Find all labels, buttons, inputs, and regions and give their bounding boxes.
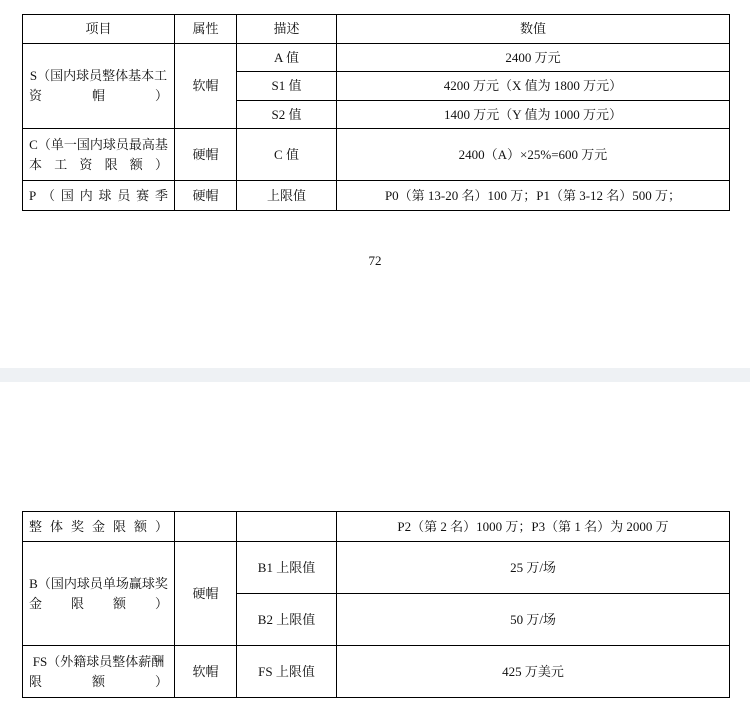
- row-attribute-b: 硬帽: [175, 542, 237, 646]
- row-desc-c: C 值: [237, 129, 337, 181]
- row-attribute-s: 软帽: [175, 43, 237, 129]
- table-row: [23, 43, 730, 72]
- row-desc-s1: S1 值: [237, 72, 337, 101]
- row-attribute-p-cont: [175, 512, 237, 542]
- page-separator: [0, 368, 750, 382]
- row-desc-p: 上限值: [237, 181, 337, 211]
- row-item-fs: FS（外籍球员整体薪酬限额）: [23, 646, 175, 698]
- row-value-b2: 50 万/场: [337, 594, 730, 646]
- row-item-p-cont: 整体奖金限额）: [23, 512, 175, 542]
- row-desc-p-cont: [237, 512, 337, 542]
- table-row: [23, 129, 730, 181]
- row-desc-s2: S2 值: [237, 100, 337, 129]
- row-value-b1: 25 万/场: [337, 542, 730, 594]
- row-attribute-p: 硬帽: [175, 181, 237, 211]
- row-item-c: C（单一国内球员最高基本工资限额）: [23, 129, 175, 181]
- column-header-attribute: 属性: [175, 15, 237, 44]
- row-value-s2: 1400 万元（Y 值为 1000 万元）: [337, 100, 730, 129]
- row-item-p: P（国内球员赛季: [23, 181, 175, 211]
- row-value-c: 2400（A）×25%=600 万元: [337, 129, 730, 181]
- table-row: [23, 542, 730, 594]
- row-attribute-fs: 软帽: [175, 646, 237, 698]
- column-header-value: 数值: [337, 15, 730, 44]
- row-desc-b1: B1 上限值: [237, 542, 337, 594]
- table-row: [23, 512, 730, 542]
- row-desc-b2: B2 上限值: [237, 594, 337, 646]
- row-item-s: S（国内球员整体基本工资帽）: [23, 43, 175, 129]
- table-header-row: [23, 15, 730, 44]
- column-header-item: 项目: [23, 15, 175, 44]
- table-row: [23, 181, 730, 211]
- row-desc-a: A 值: [237, 43, 337, 72]
- row-value-s1: 4200 万元（X 值为 1800 万元）: [337, 72, 730, 101]
- row-item-b: B（国内球员单场赢球奖金限额）: [23, 542, 175, 646]
- row-desc-fs: FS 上限值: [237, 646, 337, 698]
- salary-cap-table-bottom: [22, 511, 730, 698]
- row-value-p-cont: P2（第 2 名）1000 万；P3（第 1 名）为 2000 万: [337, 512, 730, 542]
- row-attribute-c: 硬帽: [175, 129, 237, 181]
- row-value-fs: 425 万美元: [337, 646, 730, 698]
- salary-cap-table-top: [22, 14, 730, 211]
- table-row: [23, 646, 730, 698]
- page-number: 72: [368, 253, 382, 268]
- row-value-a: 2400 万元: [337, 43, 730, 72]
- row-value-p: P0（第 13-20 名）100 万；P1（第 3-12 名）500 万；: [337, 181, 730, 211]
- column-header-description: 描述: [237, 15, 337, 44]
